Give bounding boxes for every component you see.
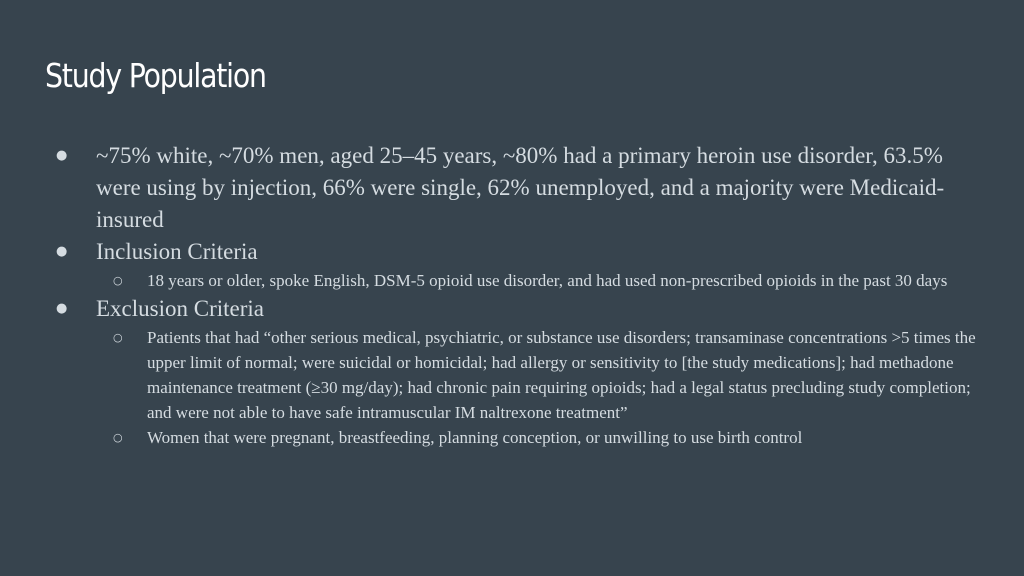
sub-bullet-text: 18 years or older, spoke English, DSM-5 opioid use disorder, and had used non-prescribed opioids in the past 30 days [147,271,948,290]
bullet-inclusion-criteria [56,236,986,268]
bullet-exclusion-criteria [56,293,986,325]
bullet-circle-icon: ○ [113,331,123,344]
bullet-demographics [56,140,986,236]
sub-bullet-text: Patients that had “other serious medical, psychiatric, or substance use disorders; transaminase concentrations >5 times the upper limit of normal; were suicidal or homicidal; had allergy or sensitivity to [the study medications]; had methadone maintenance treatment (≥30 mg/day); had chronic pain requiring opioids; had a legal status precluding study completion; and were not able to have safe intramuscular IM naltrexone treatment” [147,328,976,422]
bullet-dot-icon: ● [56,244,68,259]
bullet-circle-icon: ○ [113,431,123,444]
bullet-circle-icon: ○ [113,274,123,287]
bullet-list [56,140,986,450]
sub-bullet-text: Women that were pregnant, breastfeeding, planning conception, or unwilling to use birth control [147,428,803,447]
bullet-text: Exclusion Criteria [96,296,264,321]
bullet-dot-icon: ● [56,148,68,163]
sub-bullet-exclusion-women [56,425,986,450]
bullet-text: ~75% white, ~70% men, aged 25–45 years, ~80% had a primary heroin use disorder, 63.5% were using by injection, 66% were single, 62% unemployed, and a majority were Medicaid-insured [96,143,945,232]
sub-bullet-inclusion-details [56,268,986,293]
bullet-text: Inclusion Criteria [96,239,258,264]
slide-title: Study Population [45,56,266,95]
sub-bullet-exclusion-details [56,325,986,425]
bullet-dot-icon: ● [56,301,68,316]
